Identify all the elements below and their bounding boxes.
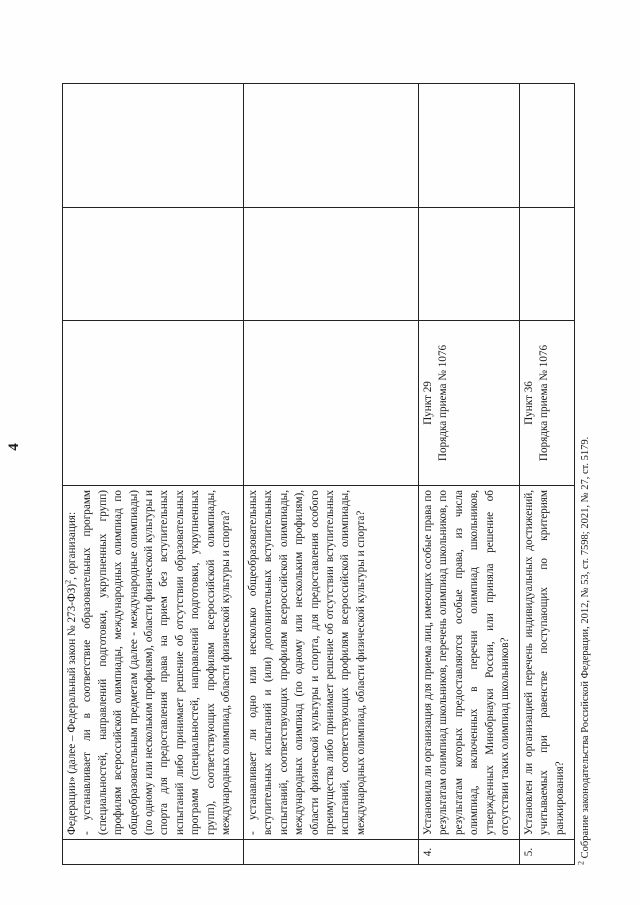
question-cell (63, 486, 244, 840)
question-text (65, 490, 80, 835)
question-text: - устанавливает ли в соответствие образовательных программ (специальностей, направлений подготовки, укрупненных групп) профилям всероссийской олимпиады, международных олимпиад по общеобразовательным предметам (далее - международные олимпиады) (по одному или нескольким профилям), области физической культуры и спорта для предоставления права на прием без вступительных испытаний либо принимает решение об отсутствии образовательных программ (специальностей, направлений подготовки, укрупненных групп), соответствующих профилям всероссийской олимпиады, международных олимпиад, области физической культуры и спорта? (81, 490, 233, 835)
reference-cell (520, 321, 575, 486)
row-number: 5. (520, 840, 575, 865)
comment-cell (244, 84, 419, 208)
comment-cell (63, 84, 244, 208)
page-number: 4 (6, 443, 22, 451)
reference-cell (244, 321, 419, 486)
comment-cell (419, 84, 520, 208)
answer-cell (520, 208, 575, 321)
answer-cell (244, 208, 419, 321)
reference-cell (419, 321, 520, 486)
question-text-part: Федерации» (далее – Федеральный закон № 273-ФЗ) (66, 583, 78, 835)
answer-cell (63, 208, 244, 321)
row-number (244, 840, 419, 865)
footnote-ref: 2 (63, 579, 73, 584)
question-cell (244, 486, 419, 840)
table-row (419, 84, 520, 865)
row-number (63, 840, 244, 865)
question-text-part: , организация: (66, 511, 78, 580)
table-row (63, 84, 244, 865)
footnote-divider (574, 715, 575, 865)
answer-cell (419, 208, 520, 321)
checklist-table (62, 83, 575, 865)
question-text: - устанавливает ли одно или несколько общеобразовательных вступительных испытаний и (или) дополнительных вступительных испытаний, соответствующих профилям всероссийской олимпиады, международных олимпиад (по одному или нескольким профилям), области физической культуры и спорта, для предоставления особого преимущества либо принимает решение об отсутствии вступительных испытаний, соответствующих профилям всероссийской олимпиады, международных олимпиад, области физической культуры и спорта? (247, 490, 367, 835)
reference-cell (63, 321, 244, 486)
footnote-text: Собрание законодательства Российской Федерации, 2012, № 53, ст. 7598; 2021, № 27, ст. 5179. (580, 436, 591, 861)
table-row (520, 84, 575, 865)
row-number: 4. (419, 840, 520, 865)
table-row (244, 84, 419, 865)
reference-text: Пункт 29 Порядка приема № 1076 (422, 344, 450, 462)
question-cell (520, 486, 575, 840)
reference-text: Пункт 36 Порядка приема № 1076 (523, 344, 551, 462)
footnote (576, 45, 591, 865)
footnote-mark: 2 (576, 861, 586, 865)
question-text: Установлен ли организацией перечень индивидуальных достижений, учитываемых при равенстве поступающих по критериям ранжирования? (523, 490, 566, 835)
question-text: Установила ли организация для приема лиц, имеющих особые права по результатам олимпиад школьников, перечень олимпиад школьников, по результатам которых предоставляются особые права, из числа олимпиад, включенных в перечни олимпиад школьников, утвержденных Минобрнауки России, или приняла решение об отсутствии таких олимпиад школьников? (422, 490, 512, 835)
question-cell (419, 486, 520, 840)
comment-cell (520, 84, 575, 208)
